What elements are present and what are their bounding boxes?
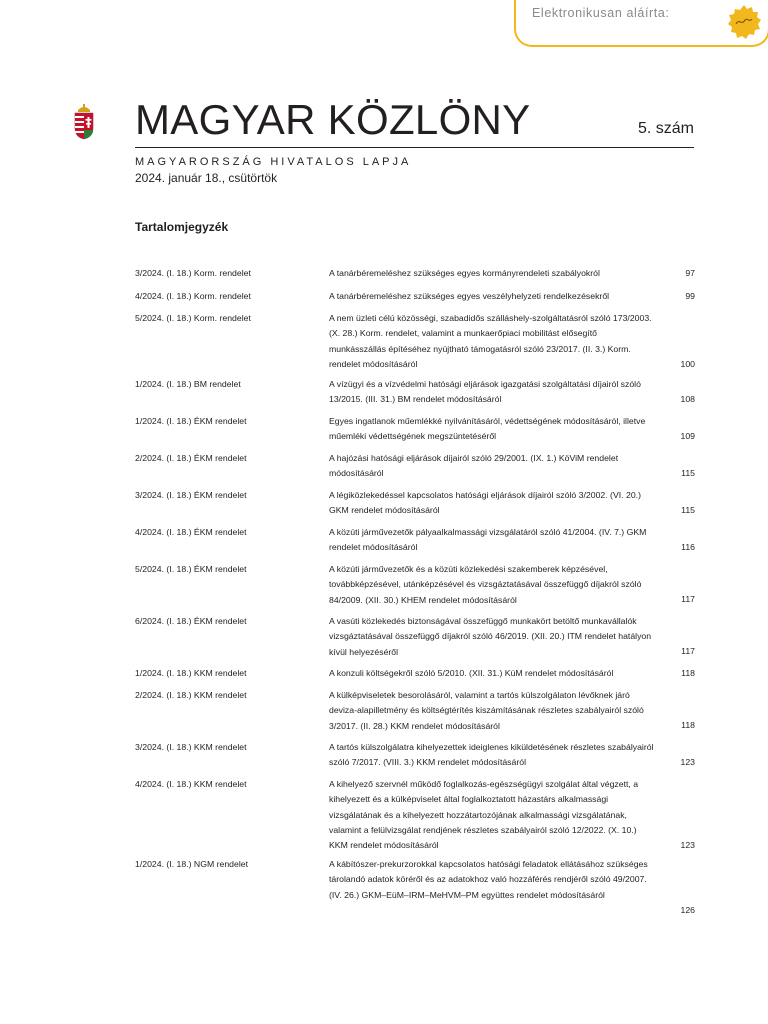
toc-row-reference: 1/2024. (I. 18.) NGM rendelet — [135, 859, 248, 869]
toc-row-reference: 1/2024. (I. 18.) ÉKM rendelet — [135, 416, 247, 426]
signature-seal-icon — [726, 4, 762, 40]
toc-row[interactable] — [135, 488, 695, 518]
toc-row-page-number: 123 — [680, 756, 695, 767]
issue-number: 5. szám — [637, 120, 694, 137]
toc-row-description: A kihelyező szervnél működő foglalkozás-egészségügyi szolgálat által végzett, a kihelyezett és a külképviselet által foglalkoztatott házastárs alkalmassági vizsgálatának és a kihelyezett hozzátartozójának alkalmassági vizsgálatának, valamint a felülvizsgálat rendjének részletes szabályairól szóló 12/2022. (X. 10.) KKM rendelet módosításáról — [329, 779, 639, 851]
toc-row-page-number: 100 — [680, 358, 695, 369]
toc-row-description: A konzuli költségekről szóló 5/2010. (XII. 31.) KüM rendelet módosításáról — [329, 668, 614, 678]
toc-row-reference: 1/2024. (I. 18.) BM rendelet — [135, 379, 241, 389]
toc-row[interactable] — [135, 451, 695, 481]
toc-row-description: A kábítószer-prekurzorokkal kapcsolatos hatósági feladatok ellátásához szükséges tárolandó adatok köréről és az adatokhoz való hozzáférés rendjéről szóló 49/2007. (IV. 26.) GKM–EüM–IRM–MeHVM–PM együttes rendelet módosításáról — [329, 859, 648, 900]
toc-row-description: A nem üzleti célú közösségi, szabadidős szálláshely-szolgáltatásról szóló 173/2003. (X. 28.) Korm. rendelet, valamint a munkaerőpiaci mobilitást elősegítő munkásszállás építéséhez nyújtható támogatásról szóló 23/2017. (II. 3.) Korm. rendelet módosításáról — [329, 313, 652, 369]
toc-row-reference: 4/2024. (I. 18.) Korm. rendelet — [135, 291, 251, 301]
toc-row-page-number: 118 — [681, 667, 695, 678]
toc-row-description: Egyes ingatlanok műemlékké nyilvánításáról, védettségének módosításáról, illetve műemléki védettségének megszüntetéséről — [329, 416, 646, 442]
toc-row-description: A közúti járművezetők és a közúti közlekedési szakemberek képzésével, továbbképzésével, utánképzésével és vizsgáztatásával összefüggő díjakról szóló 84/2009. (XII. 30.) KHEM rendelet módosításáról — [329, 564, 642, 605]
toc-row-page-number: 109 — [680, 430, 695, 441]
toc-row-reference: 3/2024. (I. 18.) ÉKM rendelet — [135, 490, 247, 500]
header-rule — [135, 147, 694, 148]
toc-row-page-number: 117 — [681, 593, 695, 604]
toc-row[interactable] — [135, 311, 695, 372]
toc-row[interactable] — [135, 414, 695, 444]
toc-row[interactable] — [135, 666, 695, 681]
toc-row-description: A külképviseletek besorolásáról, valamint a tartós külszolgálaton lévőknek járó deviza-alapilletmény és költségtérítés kiszámításának részletes szabályairól szóló 3/2017. (II. 28.) KKM rendelet módosításáról — [329, 690, 644, 731]
toc-row-description: A hajózási hatósági eljárások díjairól szóló 29/2001. (IX. 1.) KöViM rendelet módosításáról — [329, 453, 619, 479]
toc-row-reference: 1/2024. (I. 18.) KKM rendelet — [135, 668, 247, 678]
toc-row-page-number: 117 — [681, 645, 695, 656]
toc-row-description: A vasúti közlekedés biztonságával összefüggő munkakört betöltő munkavállalók vizsgáztatásával összefüggő díjakról szóló 46/2019. (XII. 20.) ITM rendelet hatályon kívül helyezéséről — [329, 616, 652, 657]
electronic-signature-box — [514, 0, 768, 47]
toc-row[interactable] — [135, 688, 695, 733]
toc-row[interactable] — [135, 857, 695, 918]
toc-row[interactable] — [135, 525, 695, 555]
toc-row-description: A tartós külszolgálatra kihelyezettek ideiglenes kiküldetésének részletes szabályairól szóló 7/2017. (VIII. 3.) KKM rendelet módosításáról — [329, 742, 654, 768]
toc-row-reference: 3/2024. (I. 18.) Korm. rendelet — [135, 268, 251, 278]
toc-row-page-number: 115 — [681, 504, 695, 515]
toc-row-reference: 5/2024. (I. 18.) Korm. rendelet — [135, 313, 251, 323]
toc-row-description: A tanárbéremeléshez szükséges egyes veszélyhelyzeti rendelkezésekről — [329, 291, 610, 301]
toc-row[interactable] — [135, 377, 695, 407]
toc-row-page-number: 118 — [681, 719, 695, 730]
toc-row[interactable] — [135, 562, 695, 607]
toc-row[interactable] — [135, 777, 695, 853]
toc-row-page-number: 126 — [680, 904, 695, 915]
toc-row-page-number: 123 — [680, 839, 695, 850]
toc-row[interactable] — [135, 740, 695, 770]
toc-row-page-number: 97 — [685, 267, 695, 278]
toc-row-page-number: 99 — [685, 290, 695, 301]
toc-row-page-number: 108 — [680, 393, 695, 404]
toc-row-reference: 2/2024. (I. 18.) ÉKM rendelet — [135, 453, 247, 463]
toc-row-reference: 4/2024. (I. 18.) ÉKM rendelet — [135, 527, 247, 537]
toc-row-reference: 2/2024. (I. 18.) KKM rendelet — [135, 690, 247, 700]
toc-row-reference: 3/2024. (I. 18.) KKM rendelet — [135, 742, 247, 752]
toc-row[interactable] — [135, 266, 695, 281]
toc-row-reference: 6/2024. (I. 18.) ÉKM rendelet — [135, 616, 247, 626]
toc-row-reference: 5/2024. (I. 18.) ÉKM rendelet — [135, 564, 247, 574]
esign-label: Elektronikusan aláírta: — [532, 6, 670, 20]
toc-heading: Tartalomjegyzék — [135, 220, 229, 234]
toc-row[interactable] — [135, 614, 695, 659]
hungarian-coat-of-arms-icon — [72, 104, 96, 140]
toc-row-description: A tanárbéremeléshez szükséges egyes kormányrendeleti szabályokról — [329, 268, 600, 278]
gazette-title: MAGYAR KÖZLÖNY — [135, 96, 531, 143]
toc-row-page-number: 116 — [681, 541, 695, 552]
toc-row-page-number: 115 — [681, 467, 695, 478]
toc-row-description: A közúti járművezetők pályaalkalmassági vizsgálatáról szóló 41/2004. (IV. 7.) GKM rendelet módosításáról — [329, 527, 647, 553]
gazette-subtitle: MAGYARORSZÁG HIVATALOS LAPJA — [135, 156, 412, 168]
toc-row-description: A légiközlekedéssel kapcsolatos hatósági eljárások díjairól szóló 3/2002. (VI. 20.) GKM rendelet módosításáról — [329, 490, 641, 516]
toc-row-reference: 4/2024. (I. 18.) KKM rendelet — [135, 779, 247, 789]
toc-row[interactable] — [135, 289, 695, 304]
toc-row-description: A vízügyi és a vízvédelmi hatósági eljárások igazgatási szolgáltatási díjairól szóló 13/2015. (III. 31.) BM rendelet módosításáról — [329, 379, 641, 405]
publication-date: 2024. január 18., csütörtök — [135, 171, 278, 185]
